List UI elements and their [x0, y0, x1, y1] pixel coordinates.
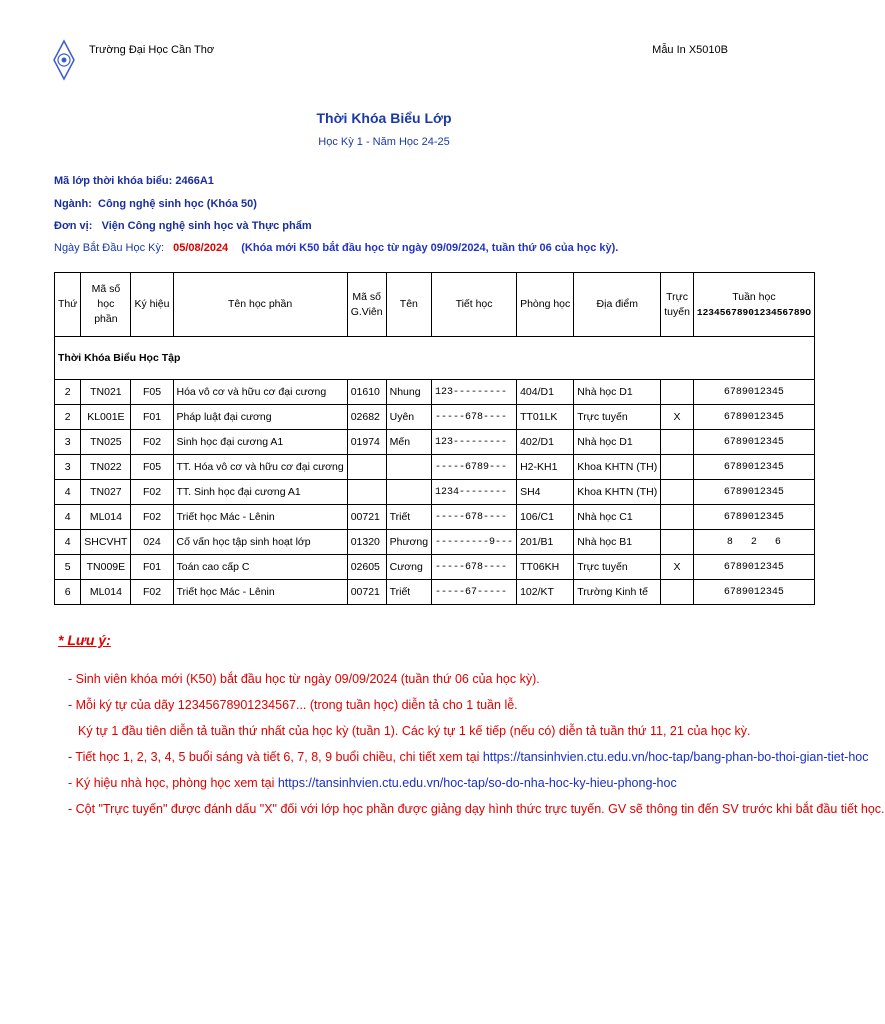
form-code: Mẫu In X5010B	[652, 44, 728, 56]
note-line-6: - Cột "Trực tuyến" được đánh dấu "X" đối với lớp học phần được giảng dạy hình thức trực tuyến. GV sẽ thông tin đến SV trước khi bắt đầu tiết học.	[68, 802, 885, 816]
cell-weeks: 6789012345	[693, 380, 814, 405]
cell-course-code: TN027	[81, 480, 131, 505]
start-date-line	[54, 242, 618, 254]
cell-course-name: TT. Hóa vô cơ và hữu cơ đại cương	[173, 455, 347, 480]
cell-weeks: 6789012345	[693, 405, 814, 430]
cell-lecturer-code: 01974	[347, 430, 386, 455]
page-title: Thời Khóa Biểu Lớp	[316, 110, 452, 126]
cell-day: 4	[55, 505, 81, 530]
section-row	[55, 337, 815, 380]
cell-room: 402/D1	[517, 430, 574, 455]
cell-periods: 123---------	[432, 380, 517, 405]
col-header-room: Phòng học	[517, 273, 574, 337]
table-row	[55, 580, 815, 605]
cell-course-code: TN025	[81, 430, 131, 455]
cell-location: Nhà học D1	[574, 430, 661, 455]
cell-online	[661, 380, 694, 405]
cell-online: X	[661, 405, 694, 430]
cell-course-code: TN021	[81, 380, 131, 405]
cell-lecturer-name: Uyên	[386, 405, 431, 430]
cell-lecturer-name: Mến	[386, 430, 431, 455]
cell-periods: -----678----	[432, 405, 517, 430]
cell-online	[661, 580, 694, 605]
cell-lecturer-name: Nhung	[386, 380, 431, 405]
cell-day: 2	[55, 405, 81, 430]
major-label: Ngành:	[54, 198, 92, 210]
note-line-5	[68, 770, 885, 796]
cell-periods: ---------9---	[432, 530, 517, 555]
start-date-value: 05/08/2024	[173, 242, 229, 254]
cell-lecturer-name	[386, 480, 431, 505]
cell-online	[661, 505, 694, 530]
cell-periods: -----6789---	[432, 455, 517, 480]
period-schedule-link[interactable]: https://tansinhvien.ctu.edu.vn/hoc-tap/bang-phan-bo-thoi-gian-tiet-hoc	[482, 750, 869, 764]
cell-course-name: Triết học Mác - Lênin	[173, 580, 347, 605]
cell-group: F02	[131, 430, 173, 455]
cell-periods: 1234--------	[432, 480, 517, 505]
cell-room: H2-KH1	[517, 455, 574, 480]
note-line-4	[68, 744, 885, 770]
cell-periods: 123---------	[432, 430, 517, 455]
cell-weeks: 6789012345	[693, 430, 814, 455]
start-date-note: (Khóa mới K50 bắt đầu học từ ngày 09/09/2024, tuần thứ 06 của học kỳ).	[241, 242, 619, 254]
unit-label: Đơn vị:	[54, 220, 93, 232]
cell-day: 4	[55, 480, 81, 505]
col-header-online: Trực tuyến	[661, 273, 694, 337]
cell-group: F02	[131, 480, 173, 505]
cell-course-name: TT. Sinh học đại cương A1	[173, 480, 347, 505]
cell-periods: -----678----	[432, 555, 517, 580]
cell-lecturer-name: Cương	[386, 555, 431, 580]
cell-weeks: 6789012345	[693, 505, 814, 530]
cell-group: F02	[131, 580, 173, 605]
cell-day: 3	[55, 430, 81, 455]
cell-online	[661, 530, 694, 555]
cell-weeks: 6789012345	[693, 555, 814, 580]
table-row	[55, 380, 815, 405]
cell-course-code: ML014	[81, 580, 131, 605]
cell-room: SH4	[517, 480, 574, 505]
note-line-3: Ký tự 1 đầu tiên diễn tả tuần thứ nhất của học kỳ (tuần 1). Các ký tự 1 kế tiếp (nếu có) diễn tả tuần thứ 11, 21 của học kỳ.	[78, 724, 751, 738]
cell-lecturer-code: 01610	[347, 380, 386, 405]
unit-value: Viện Công nghệ sinh học và Thực phẩm	[101, 220, 312, 232]
col-header-course-name: Tên học phần	[173, 273, 347, 337]
major-line	[54, 198, 257, 210]
cell-location: Khoa KHTN (TH)	[574, 480, 661, 505]
cell-course-code: TN022	[81, 455, 131, 480]
major-value: Công nghệ sinh học (Khóa 50)	[98, 198, 257, 210]
cell-online: X	[661, 555, 694, 580]
cell-room: TT06KH	[517, 555, 574, 580]
table-row	[55, 455, 815, 480]
section-title: Thời Khóa Biểu Học Tập	[55, 337, 815, 380]
table-header-row	[55, 273, 815, 337]
col-header-course-code: Mã số học phần	[81, 273, 131, 337]
cell-lecturer-code: 00721	[347, 580, 386, 605]
cell-lecturer-name	[386, 455, 431, 480]
cell-room: TT01LK	[517, 405, 574, 430]
cell-course-name: Hóa vô cơ và hữu cơ đại cương	[173, 380, 347, 405]
col-header-periods: Tiết học	[432, 273, 517, 337]
col-header-location: Địa điểm	[574, 273, 661, 337]
cell-group: 024	[131, 530, 173, 555]
class-code-line	[54, 175, 214, 187]
cell-course-code: ML014	[81, 505, 131, 530]
col-header-weeks	[693, 273, 814, 337]
col-header-lecturer-code: Mã số G.Viên	[347, 273, 386, 337]
cell-weeks: 6789012345	[693, 480, 814, 505]
room-codes-link[interactable]: https://tansinhvien.ctu.edu.vn/hoc-tap/so-do-nha-hoc-ky-hieu-phong-hoc	[277, 776, 677, 790]
cell-lecturer-code: 01320	[347, 530, 386, 555]
cell-group: F05	[131, 455, 173, 480]
cell-lecturer-code: 00721	[347, 505, 386, 530]
col-header-day: Thứ	[55, 273, 81, 337]
cell-course-name: Toán cao cấp C	[173, 555, 347, 580]
weeks-header-digits: 1234567890123456789O	[696, 306, 811, 318]
table-row	[55, 480, 815, 505]
cell-lecturer-name: Phương	[386, 530, 431, 555]
cell-course-code: SHCVHT	[81, 530, 131, 555]
cell-online	[661, 430, 694, 455]
cell-lecturer-name: Triết	[386, 580, 431, 605]
note-line-4-text: - Tiết học 1, 2, 3, 4, 5 buổi sáng và tiết 6, 7, 8, 9 buổi chiều, chi tiết xem tại	[68, 750, 483, 764]
weeks-header-label: Tuần học	[732, 290, 776, 303]
school-name: Trường Đại Học Cần Thơ	[89, 44, 215, 56]
cell-periods: -----678----	[432, 505, 517, 530]
note-line-5-text: - Ký hiệu nhà học, phòng học xem tại	[68, 776, 278, 790]
class-code-label: Mã lớp thời khóa biểu:	[54, 175, 173, 187]
table-row	[55, 405, 815, 430]
cell-location: Nhà học D1	[574, 380, 661, 405]
cell-group: F02	[131, 505, 173, 530]
cell-lecturer-code	[347, 480, 386, 505]
page-subtitle: Học Kỳ 1 - Năm Học 24-25	[318, 136, 450, 148]
cell-lecturer-name: Triết	[386, 505, 431, 530]
note-line-1: - Sinh viên khóa mới (K50) bắt đầu học từ ngày 09/09/2024 (tuần thứ 06 của học kỳ).	[68, 672, 540, 686]
notes-title: * Lưu ý:	[58, 632, 111, 648]
col-header-lecturer-name: Tên	[386, 273, 431, 337]
cell-day: 2	[55, 380, 81, 405]
cell-course-name: Pháp luật đại cương	[173, 405, 347, 430]
cell-lecturer-code: 02682	[347, 405, 386, 430]
class-code-value: 2466A1	[175, 175, 214, 187]
cell-day: 6	[55, 580, 81, 605]
cell-course-code: TN009E	[81, 555, 131, 580]
table-row	[55, 530, 815, 555]
cell-location: Nhà học B1	[574, 530, 661, 555]
note-line-2: - Mỗi ký tự của dãy 12345678901234567... (trong tuần học) diễn tả cho 1 tuần lễ.	[68, 698, 518, 712]
cell-online	[661, 480, 694, 505]
cell-day: 5	[55, 555, 81, 580]
cell-course-code: KL001E	[81, 405, 131, 430]
cell-location: Trực tuyến	[574, 405, 661, 430]
cell-group: F05	[131, 380, 173, 405]
cell-weeks: 6789012345	[693, 580, 814, 605]
cell-room: 102/KT	[517, 580, 574, 605]
cell-course-name: Cố vấn học tập sinh hoạt lớp	[173, 530, 347, 555]
cell-group: F01	[131, 405, 173, 430]
cell-online	[661, 455, 694, 480]
table-row	[55, 430, 815, 455]
cell-room: 404/D1	[517, 380, 574, 405]
notes-list	[68, 666, 885, 822]
cell-weeks: 6789012345	[693, 455, 814, 480]
cell-day: 4	[55, 530, 81, 555]
table-row	[55, 555, 815, 580]
cell-location: Trực tuyến	[574, 555, 661, 580]
cell-room: 201/B1	[517, 530, 574, 555]
cell-location: Nhà học C1	[574, 505, 661, 530]
cell-periods: -----67-----	[432, 580, 517, 605]
university-logo-icon	[53, 40, 75, 80]
table-row	[55, 505, 815, 530]
start-date-label: Ngày Bắt Đầu Học Kỳ:	[54, 242, 165, 254]
cell-weeks: 8 2 6	[693, 530, 814, 555]
cell-lecturer-code	[347, 455, 386, 480]
cell-room: 106/C1	[517, 505, 574, 530]
col-header-group: Ký hiệu	[131, 273, 173, 337]
cell-course-name: Sinh học đại cương A1	[173, 430, 347, 455]
unit-line	[54, 220, 312, 232]
cell-lecturer-code: 02605	[347, 555, 386, 580]
cell-day: 3	[55, 455, 81, 480]
cell-group: F01	[131, 555, 173, 580]
cell-location: Trường Kinh tế	[574, 580, 661, 605]
cell-course-name: Triết học Mác - Lênin	[173, 505, 347, 530]
cell-location: Khoa KHTN (TH)	[574, 455, 661, 480]
timetable	[54, 272, 815, 605]
